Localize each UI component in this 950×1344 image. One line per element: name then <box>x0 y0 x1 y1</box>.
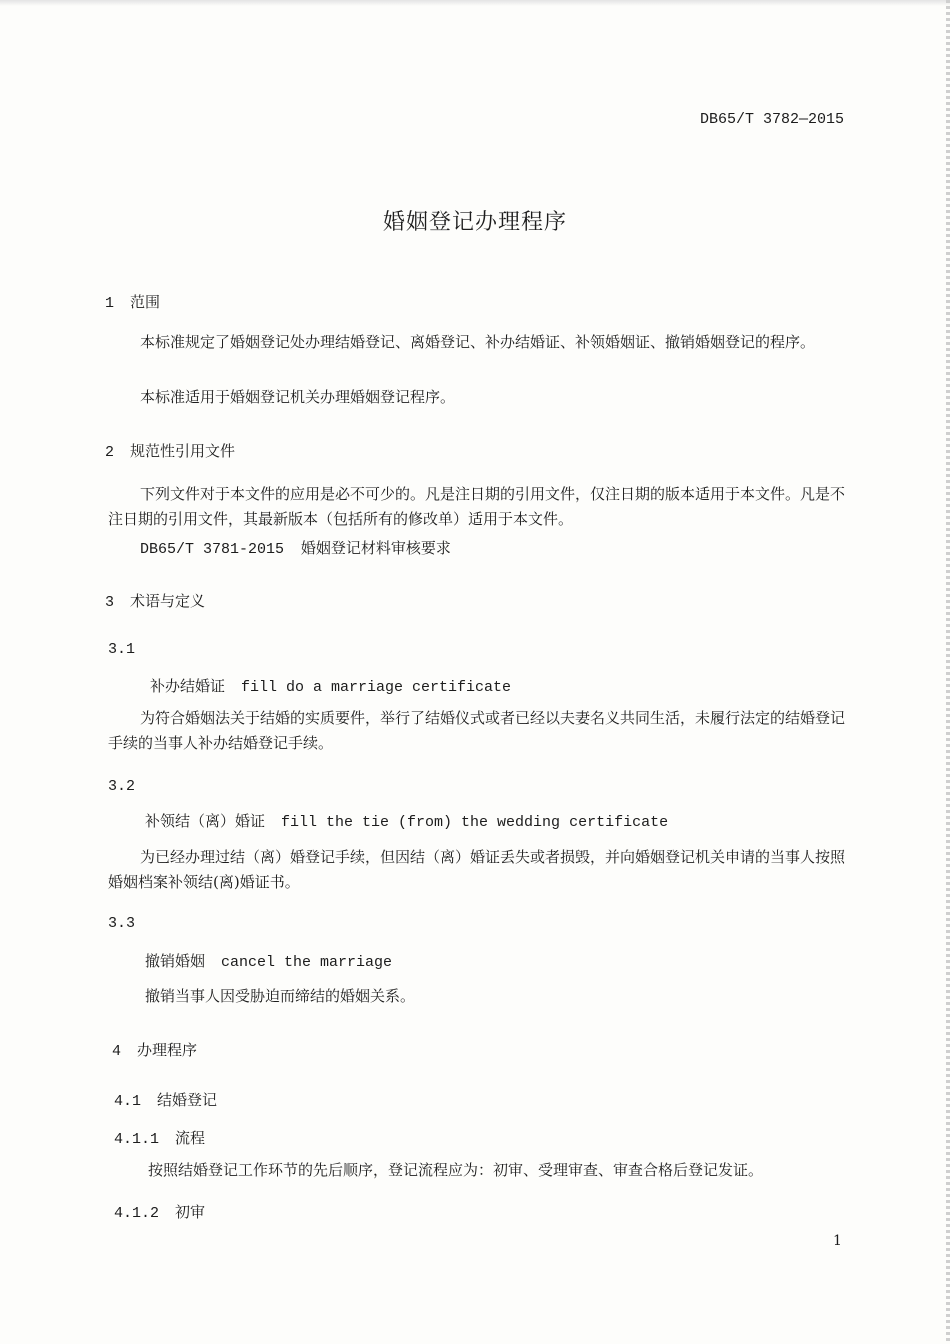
term-3-3 <box>145 950 392 971</box>
section-title: 办理程序 <box>137 1041 198 1059</box>
reference-title: 婚姻登记材料审核要求 <box>300 539 451 557</box>
section-title: 术语与定义 <box>130 592 206 610</box>
section-title: 范围 <box>130 293 161 311</box>
page-right-edge <box>946 0 950 1344</box>
section-number: 2 <box>105 444 115 461</box>
page-top-shadow <box>0 0 950 6</box>
section-number: 4.1.2 <box>114 1205 160 1222</box>
term-3-1-number: 3.1 <box>108 641 136 658</box>
section-1-paragraph-1: 本标准规定了婚姻登记处办理结婚登记、离婚登记、补办结婚证、补领婚姻证、撤销婚姻登记的程序。 <box>140 333 816 351</box>
document-number: DB65/T 3782—2015 <box>699 111 844 128</box>
section-4-heading <box>112 1039 197 1060</box>
document-title: 婚姻登记办理程序 <box>382 210 567 235</box>
section-number: 4.1 <box>114 1093 142 1110</box>
term-3-2 <box>145 810 668 831</box>
term-3-1 <box>150 675 511 696</box>
normative-reference <box>140 536 880 562</box>
term-3-2-number: 3.2 <box>108 778 136 795</box>
section-4-1-1-heading <box>114 1127 205 1148</box>
section-3-heading <box>105 590 205 611</box>
section-number: 1 <box>105 295 115 312</box>
term-english: fill do a marriage certificate <box>241 679 512 696</box>
term-3-2-definition: 为已经办理过结（离）婚登记手续，但因结（离）婚证丢失或者损毁，并向婚姻登记机关申请的当事人按照婚姻档案补领结(离)婚证书。 <box>108 848 846 891</box>
section-number: 4 <box>112 1043 122 1060</box>
term-3-1-definition: 为符合婚姻法关于结婚的实质要件，举行了结婚仪式或者已经以夫妻名义共同生活，未履行法定的结婚登记手续的当事人补办结婚登记手续。 <box>108 709 846 752</box>
section-1-heading <box>105 291 160 312</box>
section-4-1-heading <box>114 1089 217 1110</box>
section-4-1-1-paragraph: 按照结婚登记工作环节的先后顺序，登记流程应为：初审、受理审查、审查合格后登记发证。 <box>148 1161 764 1179</box>
term-chinese: 补领结（离）婚证 <box>145 812 266 830</box>
section-number: 3 <box>105 594 115 611</box>
term-chinese: 撤销婚姻 <box>145 952 206 970</box>
section-2-paragraph-1: 下列文件对于本文件的应用是必不可少的。凡是注日期的引用文件，仅注日期的版本适用于本文件。凡是不注日期的引用文件，其最新版本（包括所有的修改单）适用于本文件。 <box>108 485 846 528</box>
section-title: 初审 <box>175 1203 206 1221</box>
section-title: 规范性引用文件 <box>130 442 236 460</box>
term-3-3-definition: 撤销当事人因受胁迫而缔结的婚姻关系。 <box>145 987 416 1005</box>
section-title: 流程 <box>175 1129 206 1147</box>
page-number: 1 <box>833 1233 842 1249</box>
term-3-3-number: 3.3 <box>108 915 136 932</box>
section-1-paragraph-2: 本标准适用于婚姻登记机关办理婚姻登记程序。 <box>140 388 456 406</box>
term-english: cancel the marriage <box>221 954 393 971</box>
term-chinese: 补办结婚证 <box>150 677 226 695</box>
section-number: 4.1.1 <box>114 1131 160 1148</box>
section-2-heading <box>105 440 235 461</box>
term-english: fill the tie (from) the wedding certificate <box>281 814 669 831</box>
reference-code: DB65/T 3781-2015 <box>140 541 285 558</box>
section-title: 结婚登记 <box>157 1091 218 1109</box>
section-4-1-2-heading <box>114 1201 205 1222</box>
